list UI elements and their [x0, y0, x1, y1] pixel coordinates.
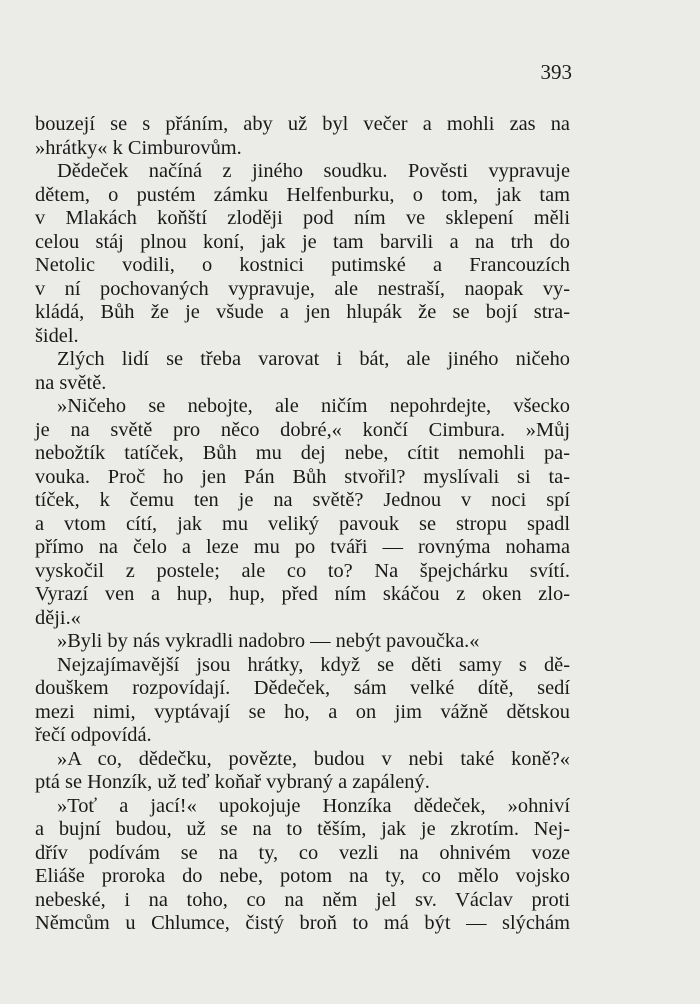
text-line: přímo na čelo a leze mu po tváři — rovnýma nohama [35, 536, 570, 558]
text-line: Vyrazí ven a hup, hup, před ním skáčou z oken zlo- [35, 583, 570, 605]
body-text [35, 113, 570, 936]
text-line: »Byli by nás vykradli nadobro — nebýt pavoučka.« [57, 630, 480, 652]
text-line: Zlých lidí se třeba varovat i bát, ale jiného ničeho [57, 348, 570, 370]
page-number: 393 [540, 60, 572, 84]
text-line: je na světě pro něco dobré,« končí Cimbura. »Můj [35, 418, 570, 441]
text-line: a vtom cítí, jak mu veliký pavouk se stropu spadl [35, 512, 570, 535]
text-line: ptá se Honzík, už teď koňař vybraný a zapálený. [35, 771, 430, 793]
text-line: vyskočil z postele; ale co to? Na špejchárku svítí. [35, 559, 570, 582]
text-line: ději.« [35, 606, 81, 629]
text-line: Eliáše proroka do nebe, potom na ty, co mělo vojsko [35, 865, 570, 887]
text-line: Netolic vodili, o kostnici putimské a Francouzích [35, 254, 570, 276]
text-line: »Ničeho se nebojte, ale ničím nepohrdejte, všecko [57, 395, 570, 417]
text-line: mezi nimi, vyptávají se ho, a on jim vážně dětskou [35, 700, 570, 723]
text-line: šidel. [35, 324, 79, 347]
text-line: Němcům u Chlumce, čistý broň to má být — slýchám [35, 912, 570, 934]
text-line: řečí odpovídá. [35, 724, 152, 746]
text-line: v Mlakách koňští zloději pod ním ve sklepení měli [35, 207, 570, 229]
text-line: douškem rozpovídají. Dědeček, sám velké dítě, sedí [35, 677, 570, 699]
text-line: celou stáj plnou koní, jak je tam barvili a na trh do [35, 230, 570, 253]
text-line: Nejzajímavější jsou hrátky, když se děti samy s dě- [57, 653, 570, 676]
text-line: nebožtík tatíček, Bůh mu dej nebe, cítit nemohli pa- [35, 442, 570, 464]
text-line: »hrátky« k Cimburovům. [35, 136, 242, 159]
text-line: »Toť a jací!« upokojuje Honzíka dědeček, »ohniví [57, 794, 570, 817]
text-line: »A co, dědečku, povězte, budou v nebi také koně?« [57, 747, 570, 770]
text-line: a bujní budou, už se na to těším, jak je zkrotím. Nej- [35, 818, 570, 840]
text-line: dětem, o pustém zámku Helfenburku, o tom, jak tam [35, 183, 570, 206]
text-line: bouzejí se s přáním, aby už byl večer a mohli zas na [35, 113, 570, 135]
text-line: tíček, k čemu ten je na světě? Jednou v noci spí [35, 489, 570, 511]
text-line: v ní pochovaných vypravuje, ale nestraší, naopak vy- [35, 277, 570, 300]
text-line: na světě. [35, 371, 107, 394]
text-line: kládá, Bůh že je všude a jen hlupák že se bojí stra- [35, 301, 570, 323]
text-line: nebeské, i na toho, co na něm jel sv. Václav proti [35, 888, 570, 911]
text-line: vouka. Proč ho jen Pán Bůh stvořil? myslívali si ta- [35, 465, 570, 488]
text-line: dřív podívám se na ty, co vezli na ohnivém voze [35, 841, 570, 864]
text-line: Dědeček načíná z jiného soudku. Pověsti vypravuje [57, 160, 570, 182]
